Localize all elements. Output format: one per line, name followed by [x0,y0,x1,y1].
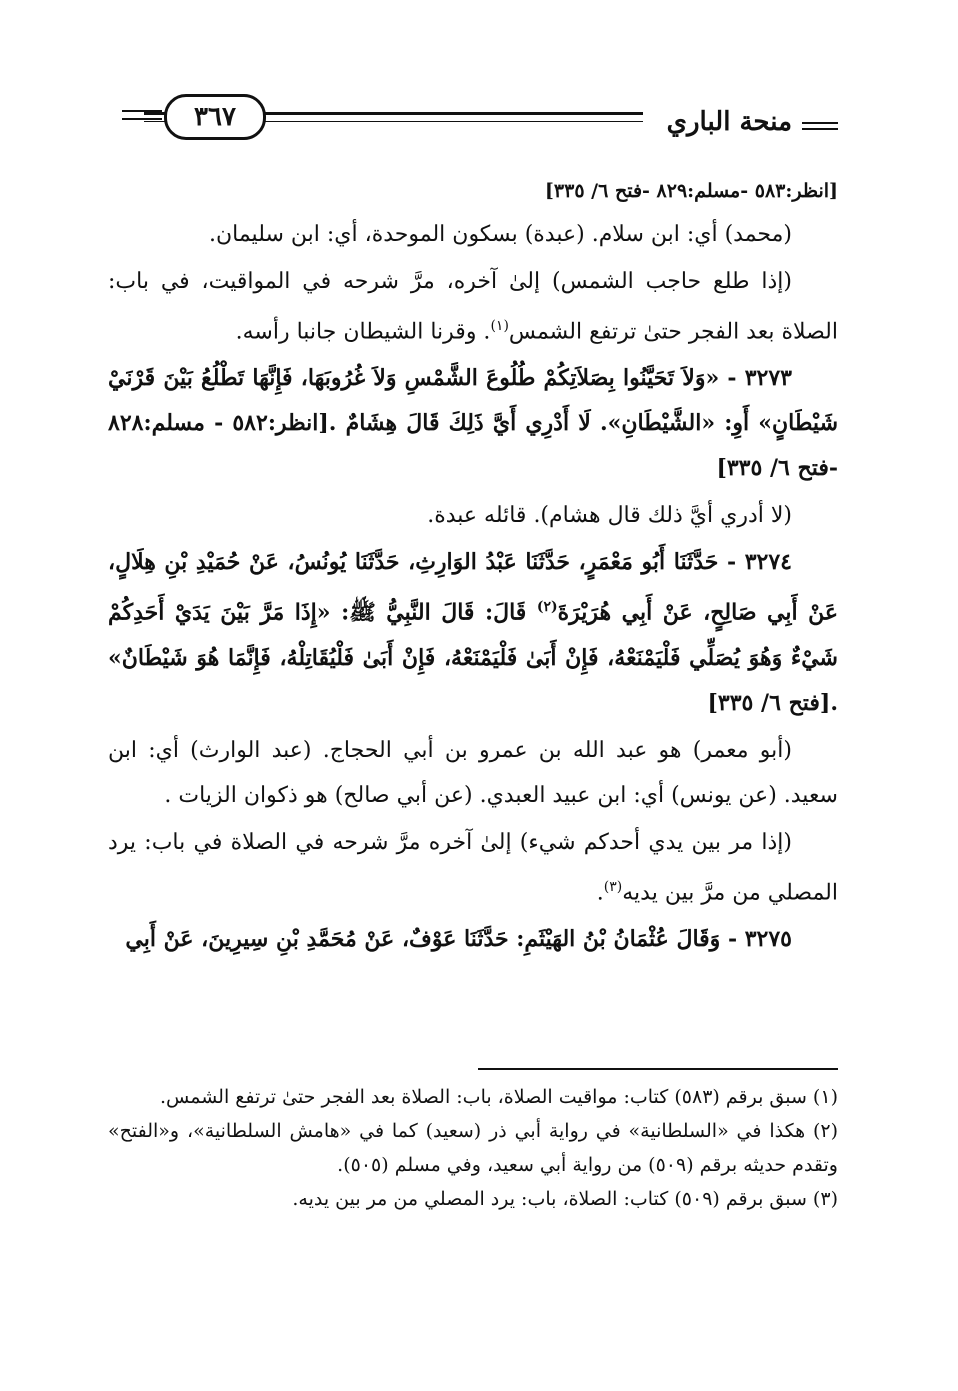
hadith-text: ٣٢٧٤ - حَدَّثَنَا أَبُو مَعْمَرٍ، حَدَّثَنَا عَبْدُ الوَارِثِ، حَدَّثَنَا يُونُسُ، عَنْ حُمَيْدِ بْنِ هِلَالٍ، عَنْ أَبِي صَالِحٍ، عَنْ أَبِي هُرَيْرَةَ [108,549,839,626]
footnote-1: (١) سبق برقم (٥٨٣) كتاب: مواقيت الصلاة، باب: الصلاة بعد الفجر حتىٰ ترتفع الشمس. [159,1086,838,1108]
commentary-paragraph [108,820,838,915]
footnote-3: (٣) سبق برقم (٥٠٩) كتاب: الصلاة، باب: يرد المصلي من مر بين يديه. [292,1188,838,1210]
footnotes [108,1080,838,1216]
book-title: منحة الباري [666,107,792,137]
paragraph-text: (إذا طلع حاجب الشمس) إلىٰ آخره، مرَّ شرحه في المواقيت، في باب: الصلاة بعد الفجر حتىٰ ترتفع الشمس [108,269,838,345]
commentary-paragraph: (أبو معمر) هو عبد الله بن عمرو بن أبي الحجاج. (عبد الوارث) أي: ابن سعيد. (عن يونس) أي: ابن عبيد العبدي. (عن أبي صالح) هو ذكوان الزيات . [108,737,838,808]
footnote-marker: (٣) [603,878,623,895]
commentary-paragraph [108,259,838,354]
paragraph-text: . [596,879,604,905]
footnote-divider [478,1068,838,1070]
header-rule-left [122,110,162,120]
reference-line: [انظر:٥٨٣ -مسلم:٨٢٩ -فتح ٦/ ٣٣٥] [544,180,838,202]
header-rule-right [802,122,838,130]
footnote-marker: (١) [490,318,509,334]
hadith-3274 [108,540,838,725]
paragraph-text: (إذا مر بين يدي أحدكم شيء) إلىٰ آخره مرَّ شرحه في الصلاة في باب: يرد المصلي من مرَّ بين يديه [108,829,838,905]
hadith-3275: ٣٢٧٥ - وَقَالَ عُثْمَانُ بْنُ الهَيْثَمِ: حَدَّثَنَا عَوْفٌ، عَنْ مُحَمَّدِ بْنِ سِيرِينَ، عَنْ أَبِي [125,925,792,952]
page-header [108,84,838,150]
footnote-2: (٢) هكذا في «السلطانية» في رواية أبي ذر (سعيد) كما في «هامش السلطانية»، و«الفتح» وتقدم حديثه برقم (٥٠٩) من رواية أبي سعيد، وفي مسلم (٥٠٥). [108,1120,838,1176]
body-text [108,172,838,964]
paragraph-text: . وقرنا الشيطان جانبا رأسه. [235,319,491,345]
hadith-text: قَالَ: قَالَ النَّبِيُّ ﷺ: «إِذَا مَرَّ بَيْنَ يَدَيْ أَحَدِكُمْ شَيْءٌ وَهُوَ يُصَلِّي فَلْيَمْنَعْهُ، فَإِنْ أَبَىٰ فَلْيَمْنَعْهُ، فَإِنْ أَبَىٰ فَلْيُقَاتِلْهُ، فَإِنَّمَا هُوَ شَيْطَانٌ» .[فتح ٦/ ٣٣٥] [108,599,838,716]
footnote-marker: (٢) [536,599,558,616]
page-number: ٣٦٧ [164,94,266,140]
commentary-paragraph: (لا أدري أيَّ ذلك قال هشام). قائله عبدة. [427,503,792,529]
hadith-3273: ٣٢٧٣ - «وَلاَ تَحَيَّنُوا بِصَلاَتِكُمْ طُلُوعَ الشَّمْسِ وَلاَ غُرُوبَهَا، فَإِنَّهَا تَطْلُعُ بَيْنَ قَرْنَيْ شَيْطَانٍ» أَوِ: «الشَّيْطَانِ». لَا أَدْرِي أَيَّ ذَلِكَ قَالَ هِشَامٌ .[انظر:٥٨٢ - مسلم:٨٢٨ -فتح ٦/ ٣٣٥] [108,365,839,482]
commentary-paragraph: (محمد) أي: ابن سلام. (عبدة) بسكون الموحدة، أي: ابن سليمان. [208,222,792,247]
book-page [108,84,838,1364]
